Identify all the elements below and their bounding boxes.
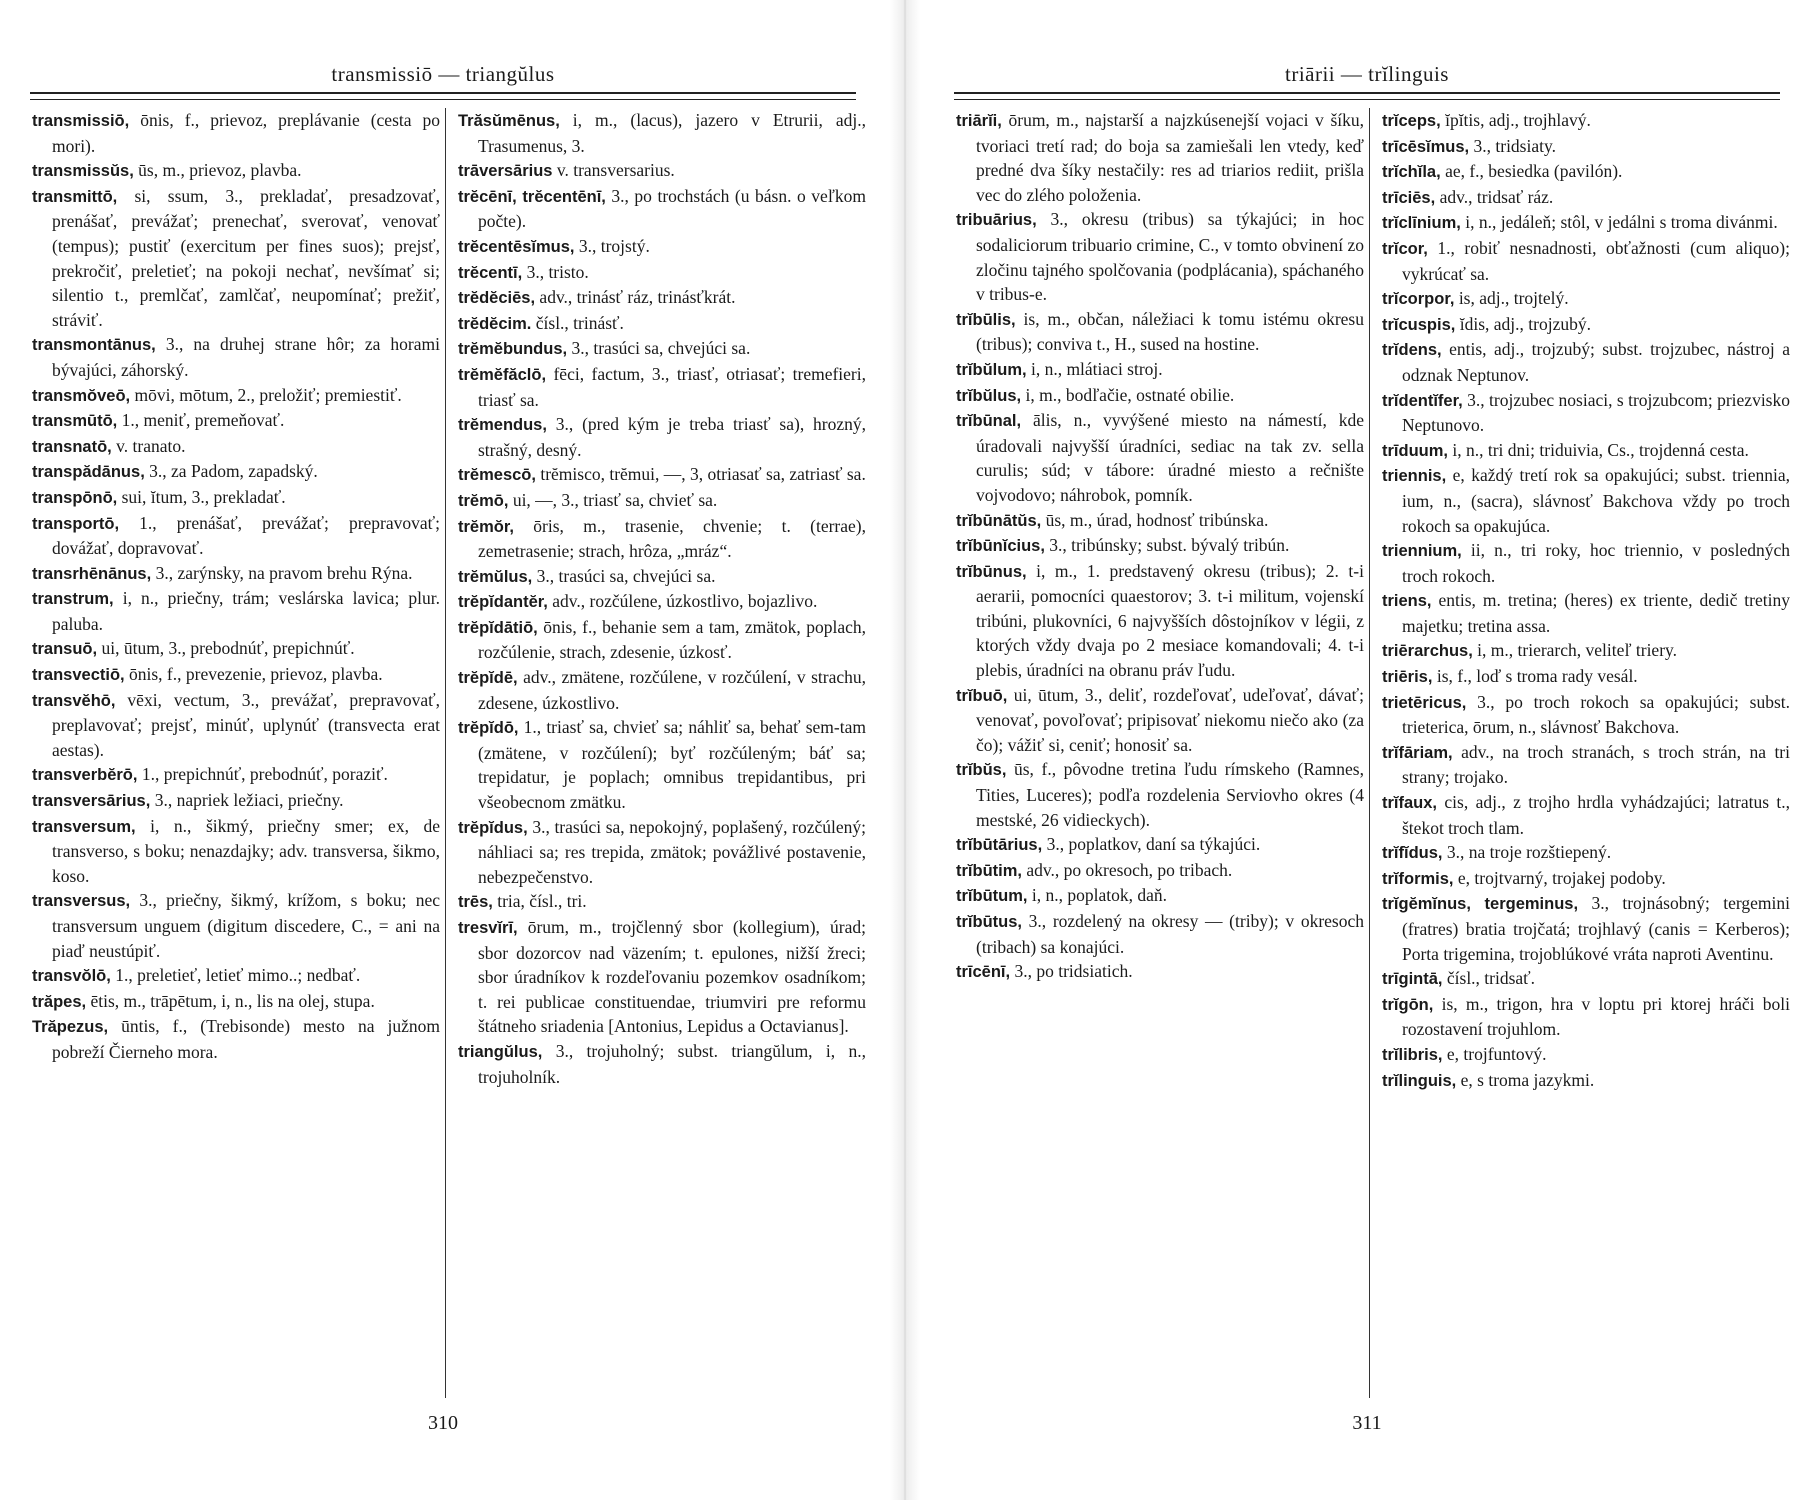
entry-headword: tresvĭrī, <box>458 919 518 937</box>
entry-definition: ētis, m., trāpētum, i, n., lis na olej, stupa. <box>86 990 375 1011</box>
entry-definition: is, m., občan, náležiaci k tomu istému okresu (tribus); conviva t., H., sused na hostine. <box>976 308 1364 355</box>
entry-headword: trĭbūtus, <box>956 913 1022 931</box>
dictionary-entry <box>458 311 866 337</box>
entry-definition: 3., poplatkov, daní sa týkajúci. <box>1042 834 1261 855</box>
entry-headword: transuō, <box>32 640 98 659</box>
entry-headword: trĕpĭdē, <box>458 669 518 688</box>
entry-headword: trĕcēnī, trĕcentēnī, <box>458 187 606 206</box>
entry-definition: ūntis, f., (Trebisonde) mesto na južnom pobreží Čierneho mora. <box>52 1016 440 1062</box>
dictionary-entry <box>1382 1042 1790 1068</box>
entry-headword: trĕmescō, <box>458 466 536 485</box>
entry-definition: 3., na troje rozštiepený. <box>1442 842 1612 863</box>
entry-definition: i, m., 1. predstavený okresu (tribus); 2. t-i aerarii, pomocníci quaestorov; 3. t-i militum, vojenskí tribúni, plukovníci, 6 najvyšších dôstojníkov v légii, z ktorých vždy dvaja po 2 mesiace komandovali; 4. t-i plebis, úradníci na obranu práv ľudu. <box>976 560 1364 681</box>
entry-headword: trĕpĭdātiō, <box>458 618 538 637</box>
dictionary-entry <box>956 207 1364 306</box>
dictionary-entry <box>1382 1068 1790 1094</box>
dictionary-entry <box>956 307 1364 357</box>
entry-definition: tria, čísl., tri. <box>492 891 587 912</box>
entry-headword: trĭfaux, <box>1382 794 1438 813</box>
entry-definition: čísl., tridsať. <box>1442 968 1536 989</box>
dictionary-entry <box>1382 312 1790 338</box>
dictionary-entry <box>458 158 866 184</box>
entry-definition: entis, adj., trojzubý; subst. trojzubec, nástroj a odznak Neptunov. <box>1402 339 1790 385</box>
entry-definition: 1., prepichnúť, prebodnúť, poraziť. <box>137 764 388 785</box>
entry-definition: adv., na troch stranách, s troch strán, na tri strany; trojako. <box>1402 741 1790 788</box>
entry-definition: ūs, m., prievoz, plavba. <box>133 160 302 181</box>
entry-definition: 3., rozdelený na okresy — (triby); v okresoch (tribach) sa konajúci. <box>976 911 1364 957</box>
dictionary-entry <box>1382 891 1790 966</box>
entry-definition: adv., tridsať ráz. <box>1435 186 1554 207</box>
entry-headword: trĭcor, <box>1382 239 1428 258</box>
entry-definition: ālis, n., vyvýšené miesto na námestí, kde úradovali najvyšší úradníci, sediac na tak zv. sella curulis; súd; v tábore: úradné miesto a rečnište vojvodovo; náhrobok, pomník. <box>976 410 1364 505</box>
dictionary-entry <box>1382 992 1790 1042</box>
dictionary-entry <box>458 514 866 564</box>
entry-headword: trĭbuō, <box>956 686 1008 705</box>
dictionary-entry <box>458 488 866 514</box>
dictionary-entry <box>458 260 866 286</box>
entry-definition: ūs, m., úrad, hodnosť tribúnska. <box>1041 509 1269 530</box>
dictionary-entry <box>32 1014 440 1064</box>
entry-headword: trietēricus, <box>1382 693 1467 712</box>
dictionary-entry <box>458 184 866 234</box>
dictionary-entry <box>956 559 1364 683</box>
entry-definition: 3., po trochstách (u básn. o veľkom počte). <box>478 185 866 232</box>
entry-headword: trĭgōn, <box>1382 995 1434 1014</box>
header-rule <box>954 92 1780 100</box>
entry-headword: transvectiō, <box>32 666 125 685</box>
header-rule <box>30 92 856 100</box>
entry-definition: sui, ĭtum, 3., prekladať. <box>117 486 286 507</box>
dictionary-entry <box>32 636 440 662</box>
dictionary-entry <box>32 762 440 788</box>
entry-definition: 3., trasúci sa, chvejúci sa. <box>567 338 751 359</box>
entry-headword: transmissiō, <box>32 112 130 130</box>
entry-headword: trĕmĕbundus, <box>458 340 568 359</box>
entry-definition: ōnis, f., prievoz, preplávanie (cesta po mori). <box>52 110 440 156</box>
dictionary-entry <box>956 108 1364 207</box>
entry-definition: e, s troma jazykmi. <box>1456 1069 1595 1090</box>
entry-headword: trĭbūnātŭs, <box>956 511 1042 530</box>
entry-definition: v. tranato. <box>111 435 186 456</box>
entry-definition: i, m., trierarch, veliteľ triery. <box>1472 640 1678 661</box>
entry-definition: ui, —, 3., triasť sa, chvieť sa. <box>508 489 718 510</box>
entry-definition: 3., za Padom, zapadský. <box>144 461 318 482</box>
dictionary-entry <box>458 589 866 615</box>
page-right <box>944 0 1790 1500</box>
dictionary-entry <box>32 662 440 688</box>
entry-definition: 3., po tridsiatich. <box>1010 961 1133 982</box>
dictionary-entry <box>1382 966 1790 992</box>
entry-definition: 3., trojnásobný; tergemini (fratres) bratia trojčatá; trojhlavý (canis = Kerberos); Porta trigemina, trojoblúkové vráta naproti Aventinu. <box>1402 893 1790 964</box>
entry-definition: si, ssum, 3., prekladať, presadzovať, prenášať, prevážať; prenechať, sverovať, venovať (tempus); pustiť (exercitum per fines suos); prejsť, prekročiť, preletieť; na pokoji nechať, nevšímať si; silentio t., premlčať, zamlčať, neupomínať; prežiť, stráviť. <box>52 185 440 330</box>
dictionary-entry <box>458 362 866 412</box>
entry-definition: entis, m. tretina; (heres) ex triente, dedič tretiny majetku; tretina assa. <box>1402 590 1790 636</box>
running-header: triārii — trĭlinguis <box>1285 62 1449 86</box>
entry-headword: trĭbūnus, <box>956 562 1027 581</box>
column-rule <box>445 108 446 1398</box>
entry-definition: e, každý tretí rok sa opakujúci; subst. triennia, ium, n., (sacra), slávnosť Bakchova vždy po troch rokoch sa opakujúca. <box>1402 465 1790 536</box>
entry-definition: 3., tristo. <box>522 261 589 282</box>
entry-headword: transversum, <box>32 817 136 836</box>
entry-definition: i, n., šikmý, priečny smer; ex, de transverso, s boku; nenazdajky; adv. transversa, šikmo, koso. <box>52 815 440 886</box>
entry-headword: trĭcuspis, <box>1382 315 1456 334</box>
dictionary-entry <box>32 434 440 460</box>
entry-definition: ui, ūtum, 3., deliť, rozdeľovať, udeľovať, dávať; venovať, povoľovať; pripisovať niekomu niečo ako (za čo); vážiť si, ceniť; honosiť sa. <box>976 684 1364 755</box>
dictionary-entry <box>956 959 1364 985</box>
entry-headword: trĭfāriam, <box>1382 743 1453 762</box>
entry-definition: 3., (pred kým je treba triasť sa), hrozný, strašný, desný. <box>478 414 866 460</box>
dictionary-entry <box>32 184 440 333</box>
entry-headword: trĭbūtum, <box>956 887 1028 906</box>
entry-definition: 3., tribúnsky; subst. bývalý tribún. <box>1044 535 1290 556</box>
entry-definition: is, adj., trojtelý. <box>1454 288 1569 309</box>
entry-definition: 3., trojstý. <box>574 235 650 256</box>
entry-headword: transmontānus, <box>32 336 156 355</box>
dictionary-entry <box>1382 740 1790 790</box>
dictionary-entry <box>32 459 440 485</box>
dictionary-entry <box>458 715 866 814</box>
entry-headword: transmittō, <box>32 187 118 206</box>
entry-definition: ii, n., tri roky, hoc triennio, v posledných troch rokoch. <box>1402 540 1790 586</box>
entry-headword: trīcēsĭmus, <box>1382 137 1470 156</box>
entry-headword: triārĭi, <box>956 112 1002 130</box>
entry-headword: trĕdĕcim. <box>458 314 532 333</box>
column-right <box>458 108 866 1089</box>
dictionary-entry <box>956 683 1364 758</box>
entry-headword: transmissŭs, <box>32 162 134 181</box>
column-left <box>32 108 440 1065</box>
entry-headword: transversus, <box>32 892 131 911</box>
entry-definition: 1., triasť sa, chvieť sa; náhliť sa, behať sem-tam (zmätene, v rozčúlení); byť rozčúleným; báť sa; trepidatur, je poplach; omnibus trepidantibus, pri všeobecnom zmätku. <box>478 717 866 813</box>
entry-definition: ūs, f., pôvodne tretina ľudu rímskeho (Ramnes, Tities, Luceres); podľa rozdelenia Serviovho okres (4 mestské, 26 vidieckych). <box>976 759 1364 830</box>
entry-headword: transtrum, <box>32 590 114 609</box>
dictionary-entry <box>32 788 440 814</box>
column-left <box>956 108 1364 985</box>
entry-headword: trīciēs, <box>1382 188 1436 207</box>
dictionary-entry <box>1382 108 1790 134</box>
book-gutter <box>890 0 920 1500</box>
dictionary-entry <box>1382 438 1790 464</box>
entry-headword: transrhēnānus, <box>32 564 152 583</box>
entry-headword: trĭgĕmĭnus, tergeminus, <box>1382 895 1579 914</box>
entry-definition: i, m., (lacus), jazero v Etrurii, adj., Trasumenus, 3. <box>478 110 866 156</box>
entry-headword: trĭlinguis, <box>1382 1071 1457 1090</box>
entry-definition: mōvi, mōtum, 2., preložiť; premiestiť. <box>130 384 402 405</box>
dictionary-entry <box>1382 538 1790 588</box>
entry-headword: trĭceps, <box>1382 112 1441 130</box>
running-header: transmissiō — triangŭlus <box>331 62 555 86</box>
entry-definition: 3., zarýnsky, na pravom brehu Rýna. <box>151 562 413 583</box>
entry-headword: transversārius, <box>32 792 151 811</box>
dictionary-entry <box>1382 588 1790 638</box>
entry-definition: 3., trojuholný; subst. triangŭlum, i, n., trojuholník. <box>478 1040 866 1087</box>
column-rule <box>1369 108 1370 1398</box>
entry-headword: trĕmendus, <box>458 416 547 435</box>
entry-definition: i, n., tri dni; triduivia, Cs., trojdenná cesta. <box>1448 439 1749 460</box>
entry-headword: trĭchĭla, <box>1382 163 1441 182</box>
entry-definition: 1., robiť nesnadnosti, obťažnosti (cum aliquo); vykrúcať sa. <box>1402 237 1790 284</box>
entry-headword: trīgintā, <box>1382 970 1443 989</box>
dictionary-entry <box>458 234 866 260</box>
entry-definition: ōrum, m., najstarší a najzkúsenejší vojaci v šíku, tvoriaci tretí rad; do boja sa zamiešali len vtedy, keď predné dva šíky nestačily: res ad triarios rediit, prišla vec do zlého položenia. <box>976 110 1364 205</box>
dictionary-entry <box>1382 134 1790 160</box>
entry-definition: ōnis, f., behanie sem a tam, zmätok, poplach, rozčúlenie, strach, zdesenie, úzkosť. <box>478 616 866 663</box>
dictionary-entry <box>956 357 1364 383</box>
entry-headword: trĕdĕciēs, <box>458 289 536 308</box>
dictionary-entry <box>1382 840 1790 866</box>
dictionary-entry <box>32 332 440 382</box>
entry-headword: trĕmŭlus, <box>458 567 533 586</box>
entry-definition: vēxi, vectum, 3., prevážať, prepravovať, preplavovať; prejsť, minúť, uplynúť (transvecta erat aestas). <box>52 689 440 760</box>
dictionary-entry <box>1382 159 1790 185</box>
entry-definition: is, m., trigon, hra v loptu pri ktorej hráči boli rozostavení trojuhlom. <box>1402 993 1790 1040</box>
dictionary-entry <box>32 888 440 963</box>
entry-headword: triērarchus, <box>1382 642 1473 661</box>
entry-headword: trĕpĭdō, <box>458 719 519 738</box>
dictionary-entry <box>458 1039 866 1089</box>
page-number: 310 <box>428 1412 458 1434</box>
entry-definition: ōnis, f., prevezenie, prievoz, plavba. <box>124 664 383 685</box>
entry-headword: trĭformis, <box>1382 869 1454 888</box>
page-number: 311 <box>1352 1412 1382 1434</box>
dictionary-entry <box>1382 866 1790 892</box>
entry-definition: 1., meniť, premeňovať. <box>117 410 285 431</box>
dictionary-entry <box>1382 210 1790 236</box>
dictionary-entry <box>458 915 866 1039</box>
entry-headword: triēris, <box>1382 668 1433 687</box>
entry-headword: trĭbūlis, <box>956 310 1016 329</box>
dictionary-entry <box>32 989 440 1015</box>
entry-headword: triens, <box>1382 592 1432 611</box>
dictionary-entry <box>32 963 440 989</box>
entry-definition: ĭdis, adj., trojzubý. <box>1455 313 1591 334</box>
entry-headword: Trăpezus, <box>32 1018 109 1037</box>
entry-definition: i, n., mlátiaci stroj. <box>1026 358 1163 379</box>
dictionary-entry <box>32 383 440 409</box>
entry-headword: transvĕhō, <box>32 691 116 710</box>
entry-definition: 3., trojzubec nosiaci, s trojzubcom; priezvisko Neptunovo. <box>1402 389 1790 436</box>
entry-headword: transmūtō, <box>32 412 118 431</box>
dictionary-entry <box>32 408 440 434</box>
entry-definition: ōrum, m., trojčlenný sbor (kollegium), úrad; sbor dozorcov nad väzením; t. epulones, nižší žreci; sbor úradníkov k rozdeľovaniu pozemkov osadníkom; t. rei publicae constituendae, triumviri pre reformu štátneho sriadenia [Antonius, Lepidus a Octavianus]. <box>478 917 866 1037</box>
entry-headword: trĭbŭlum, <box>956 360 1027 379</box>
entry-definition: v. transversarius. <box>552 160 675 181</box>
entry-definition: is, f., loď s troma rady vesál. <box>1432 666 1638 687</box>
dictionary-entry <box>458 815 866 890</box>
dictionary-entry <box>956 408 1364 507</box>
entry-headword: trĭdens, <box>1382 341 1442 360</box>
entry-definition: 3., na druhej strane hôr; za horami bývajúci, záhorský. <box>52 334 440 380</box>
entry-definition: 1., prenášať, prevážať; prepravovať; dovážať, dopravovať. <box>52 512 440 559</box>
entry-definition: ōris, m., trasenie, chvenie; t. (terrae), zemetrasenie; strach, hrôza, „mráz“. <box>478 515 866 562</box>
entry-headword: triennis, <box>1382 467 1447 486</box>
dictionary-entry <box>458 665 866 715</box>
entry-definition: 3., tridsiaty. <box>1469 135 1556 156</box>
dictionary-entry <box>458 564 866 590</box>
entry-headword: Trăsŭmēnus, <box>458 112 560 130</box>
dictionary-entry <box>1382 463 1790 538</box>
entry-headword: trĕcentēsĭmus, <box>458 237 575 256</box>
entry-definition: 1., preletieť, letieť mimo..; nedbať. <box>110 965 361 986</box>
entry-definition: 3., okresu (tribus) sa týkajúci; in hoc sodaliciorum tribuario crimine, C., v tomto obvinení zo zločinu tajného spolčovania (podplácania), spáchaného v tribus-e. <box>976 209 1364 305</box>
entry-headword: trīduum, <box>1382 441 1448 460</box>
entry-definition: ĭpĭtis, adj., trojhlavý. <box>1440 110 1591 130</box>
entry-headword: trĕmŏr, <box>458 517 514 536</box>
entry-headword: trăpes, <box>32 992 87 1011</box>
entry-definition: 3., trasúci sa, chvejúci sa. <box>532 565 716 586</box>
entry-headword: trĭbūtim, <box>956 861 1022 880</box>
dictionary-entry <box>458 336 866 362</box>
dictionary-entry <box>32 688 440 763</box>
dictionary-entry <box>956 858 1364 884</box>
entry-definition: adv., rozčúlene, úzkostlivo, bojazlivo. <box>547 591 818 612</box>
entry-headword: transverbĕrō, <box>32 766 138 785</box>
column-right <box>1382 108 1790 1093</box>
dictionary-entry <box>1382 388 1790 438</box>
dictionary-entry <box>956 909 1364 959</box>
entry-headword: transportō, <box>32 514 120 533</box>
entry-headword: transpădānus, <box>32 463 145 482</box>
entry-headword: trĭbŭlus, <box>956 386 1022 405</box>
dictionary-entry <box>1382 286 1790 312</box>
entry-headword: trīcēnī, <box>956 963 1011 982</box>
dictionary-entry <box>458 108 866 158</box>
dictionary-entry <box>32 814 440 889</box>
entry-definition: i, n., jedáleň; stôl, v jedálni s troma divánmi. <box>1460 212 1778 233</box>
entry-definition: adv., zmätene, rozčúlene, v rozčúlení, v strachu, zdesene, úzkostlivo. <box>478 667 866 713</box>
dictionary-entry <box>956 508 1364 534</box>
entry-headword: transvŏlō, <box>32 967 111 986</box>
entry-definition: e, trojfuntový. <box>1442 1043 1547 1064</box>
dictionary-entry <box>1382 337 1790 387</box>
dictionary-entry <box>458 889 866 915</box>
dictionary-entry <box>1382 185 1790 211</box>
entry-definition: adv., po okresoch, po tribach. <box>1022 859 1233 880</box>
entry-headword: trĭcorpor, <box>1382 290 1455 309</box>
dictionary-entry <box>1382 690 1790 740</box>
entry-headword: trĭfĭdus, <box>1382 844 1443 863</box>
entry-definition: trĕmisco, trĕmui, —, 3, otriasať sa, zatriasť sa. <box>535 464 866 485</box>
entry-headword: trĭclīnium, <box>1382 214 1461 233</box>
dictionary-entry <box>458 412 866 462</box>
dictionary-entry <box>956 757 1364 832</box>
dictionary-entry <box>32 108 440 158</box>
entry-headword: trĭbūtārius, <box>956 836 1043 855</box>
entry-definition: i, n., priečny, trám; veslárska lavica; plur. paluba. <box>52 588 440 634</box>
entry-headword: tribuārius, <box>956 211 1037 230</box>
dictionary-entry <box>32 158 440 184</box>
entry-headword: transpōnō, <box>32 488 118 507</box>
entry-headword: trĕpĭdus, <box>458 818 528 837</box>
entry-definition: adv., trinásť ráz, trinásťkrát. <box>535 287 736 308</box>
entry-headword: trēs, <box>458 893 493 912</box>
entry-definition: i, n., poplatok, daň. <box>1027 885 1167 906</box>
entry-definition: 3., po troch rokoch sa opakujúci; subst. trieterica, ōrum, n., slávnosť Bakchova. <box>1402 691 1790 738</box>
entry-headword: trĕpĭdantĕr, <box>458 593 548 612</box>
dictionary-entry <box>1382 664 1790 690</box>
entry-headword: trĭdentĭfer, <box>1382 391 1463 410</box>
dictionary-entry <box>32 485 440 511</box>
entry-headword: trĕmĕfăclō, <box>458 365 547 384</box>
entry-definition: 3., napriek ležiaci, priečny. <box>150 790 344 811</box>
entry-definition: cis, adj., z trojho hrdla vyhádzajúci; latratus t., štekot troch tlam. <box>1402 792 1790 838</box>
entry-definition: ae, f., besiedka (pavilón). <box>1440 161 1623 182</box>
entry-headword: trĭbūnal, <box>956 412 1022 431</box>
dictionary-entry <box>32 511 440 561</box>
entry-definition: čísl., trinásť. <box>531 312 624 333</box>
entry-headword: trĕmō, <box>458 491 509 510</box>
dictionary-entry <box>1382 638 1790 664</box>
entry-definition: 3., trasúci sa, nepokojný, poplašený, rozčúlený; náhliaci sa; res trepida, zmätok; povážlivé postavenie, nebezpečenstvo. <box>478 816 866 887</box>
entry-headword: trĭlibris, <box>1382 1045 1443 1064</box>
entry-headword: trĭbūnĭcius, <box>956 537 1045 556</box>
entry-headword: trĕcentī, <box>458 263 523 282</box>
entry-definition: 3., priečny, šikmý, krížom, s boku; nec transversum unguem (digitum discedere, C., = ani na piaď neustúpiť. <box>52 890 440 961</box>
entry-headword: triennium, <box>1382 542 1462 561</box>
entry-definition: e, trojtvarný, trojakej podoby. <box>1453 867 1666 888</box>
dictionary-entry <box>32 586 440 636</box>
dictionary-entry <box>458 615 866 665</box>
entry-definition: i, m., bodľačie, ostnaté obilie. <box>1021 384 1235 405</box>
dictionary-entry <box>458 462 866 488</box>
entry-headword: transnatō, <box>32 437 112 456</box>
dictionary-entry <box>1382 790 1790 840</box>
entry-definition: fēci, factum, 3., triasť, otriasať; tremefieri, triasť sa. <box>478 363 866 410</box>
entry-headword: trāversārius <box>458 162 553 181</box>
entry-headword: transmŏveō, <box>32 386 131 405</box>
entry-headword: trĭbŭs, <box>956 761 1007 780</box>
dictionary-entry <box>956 533 1364 559</box>
page-left <box>20 0 866 1500</box>
dictionary-entry <box>458 285 866 311</box>
dictionary-entry <box>956 832 1364 858</box>
dictionary-entry <box>32 561 440 587</box>
dictionary-entry <box>956 383 1364 409</box>
dictionary-entry <box>956 883 1364 909</box>
entry-headword: triangŭlus, <box>458 1042 543 1061</box>
dictionary-entry <box>1382 236 1790 286</box>
entry-definition: ui, ūtum, 3., prebodnúť, prepichnúť. <box>97 638 355 659</box>
